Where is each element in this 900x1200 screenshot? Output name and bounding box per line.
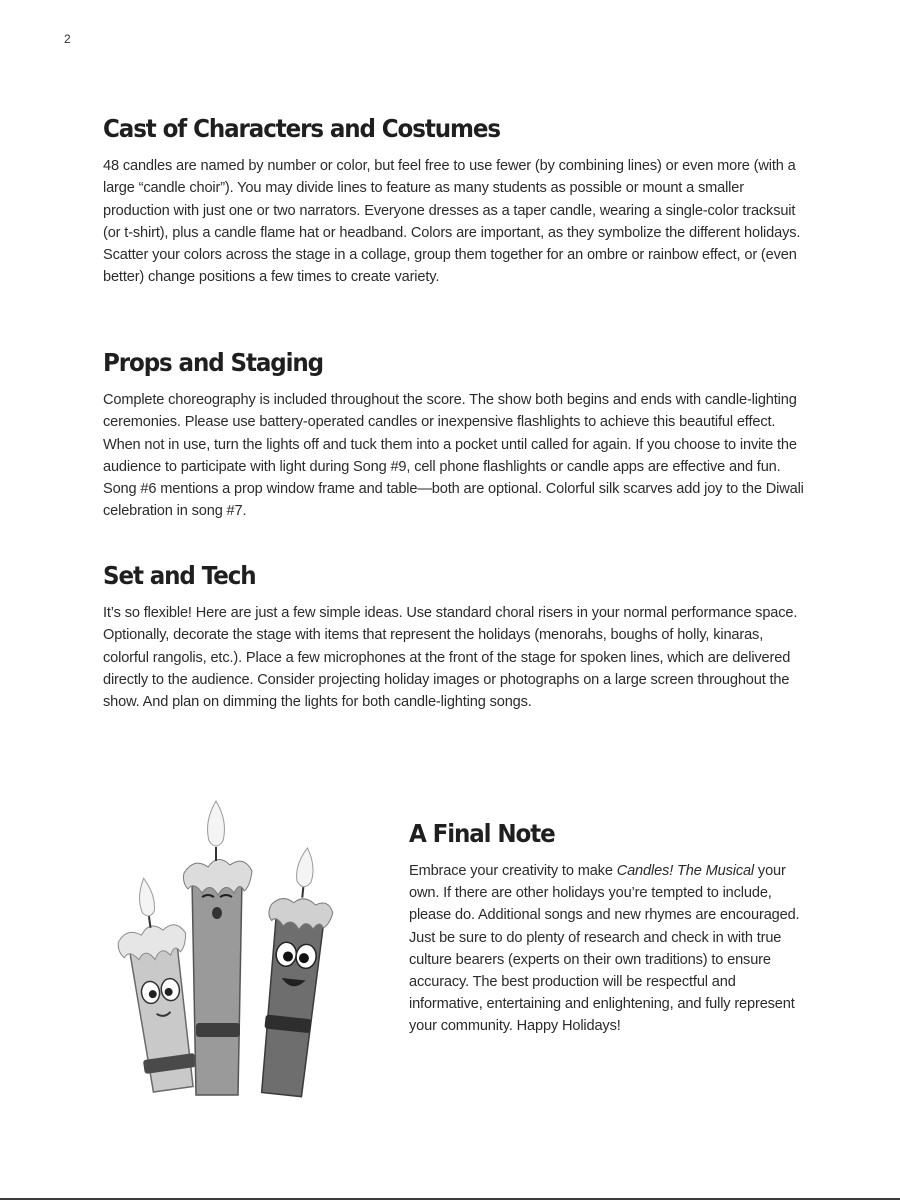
section-heading-cast: Cast of Characters and Costumes xyxy=(103,114,500,143)
final-note-show-title: Candles! The Musical xyxy=(616,863,755,879)
section-body-cast: 48 candles are named by number or color, but feel free to use fewer (by combining lines) or even more (with a large “candle choir”). You may divide lines to feature as many students as possible or mount a smaller production with just one or two narrators. Everyone dresses as a taper candle, wearing a single-color tracksuit (or t-shirt), plus a candle flame hat or headband. Colors are important, as they symbolize the different holidays. Scatter your colors across the stage in a collage, group them together for an ombre or rainbow effect, or (even better) change positions a few times to create variety. xyxy=(103,158,801,286)
section-body-props: Complete choreography is included throughout the score. The show both begins and ends with candle-lighting ceremonies. Please use battery-operated candles or inexpensive flashlights to achieve this beautiful effect. When not in use, turn the lights off and tuck them into a pocket until called for again. If you choose to invite the audience to participate with light during Song #9, cell phone flashlights or candle apps are effective and fun. Song #6 mentions a prop window frame and table—both are optional. Colorful silk scarves add joy to the Diwali celebration in song #7. xyxy=(103,392,804,520)
page-number: 2 xyxy=(64,32,71,46)
final-note-text-end: your own. If there are other holidays you’re tempted to include, please do. Additional songs and new rhymes are encouraged. Just be sure to do plenty of research and check in with true culture bearers (experts on their own traditions) to ensure accuracy. The best production will be respectful and informative, entertaining and enlightening, and fully represent your community. Happy Holidays! xyxy=(409,863,800,1035)
candles-illustration xyxy=(96,795,336,1100)
three-candles-image xyxy=(96,795,336,1100)
section-cast-and-costumes xyxy=(103,114,808,289)
section-set-and-tech xyxy=(103,561,808,713)
middle-candle xyxy=(184,801,253,1095)
final-note-text-start: Embrace your creativity to make xyxy=(409,863,617,879)
section-heading-final-note: A Final Note xyxy=(409,819,555,848)
section-props-and-staging xyxy=(103,348,808,523)
section-final-note xyxy=(409,819,809,1038)
section-heading-set: Set and Tech xyxy=(103,561,256,590)
section-body-final-note xyxy=(409,860,809,1038)
section-heading-props: Props and Staging xyxy=(103,348,324,377)
section-body-set: It’s so flexible! Here are just a few simple ideas. Use standard choral risers in your normal performance space. Optionally, decorate the stage with items that represent the holidays (menorahs, boughs of holly, kinaras, colorful rangolis, etc.). Place a few microphones at the front of the stage for spoken lines, which are delivered directly to the audience. Consider projecting holiday images or photographs on a large screen throughout the show. And plan on dimming the lights for both candle-lighting songs. xyxy=(103,605,798,711)
right-candle xyxy=(250,845,336,1098)
